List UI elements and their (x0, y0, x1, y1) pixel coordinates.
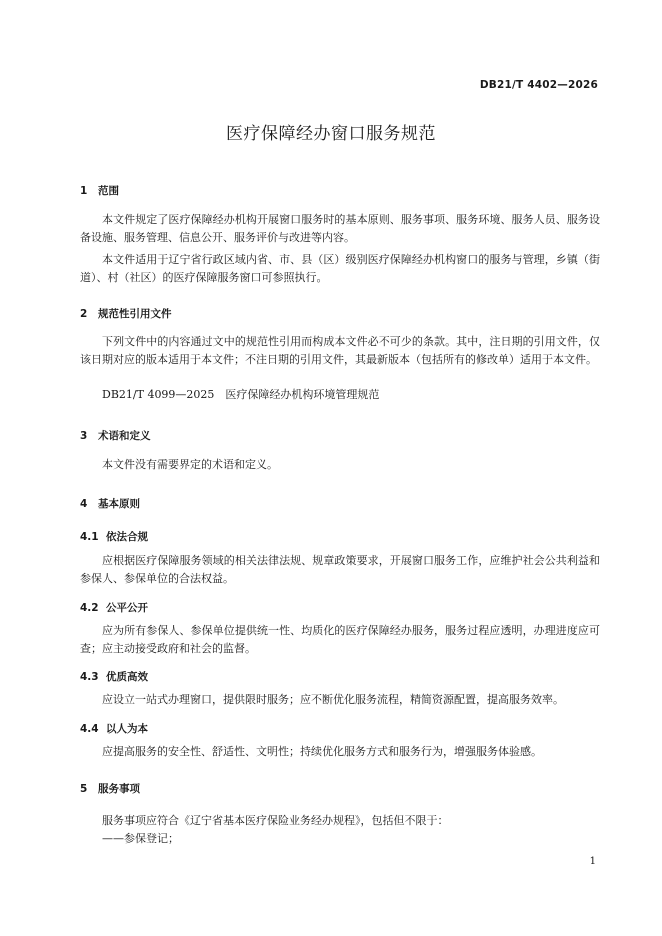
paragraph: 下列文件中的内容通过文中的规范性引用而构成本文件必不可少的条款。其中，注日期的引用文件，仅该日期对应的版本适用于本文件；不注日期的引用文件，其最新版本（包括所有的修改单）适用于本文件。 (80, 335, 600, 366)
section-heading-3 (80, 428, 151, 443)
paragraph: 应为所有参保人、参保单位提供统一性、均质化的医疗保障经办服务，服务过程应透明，办理进度应可查；应主动接受政府和社会的监督。 (80, 624, 600, 655)
section-heading-1 (80, 183, 119, 198)
section-title: 服务事项 (98, 783, 140, 795)
paragraph: 本文件没有需要界定的术语和定义。 (102, 458, 278, 471)
section-heading-5 (80, 781, 140, 796)
section-title: 基本原则 (98, 498, 140, 510)
section-title: 依法合规 (106, 531, 148, 543)
section-title: 范围 (98, 185, 119, 197)
subsection-heading-4-4 (80, 721, 148, 736)
subsection-heading-4-1 (80, 529, 148, 544)
standard-code: DB21/T 4402—2026 (479, 79, 598, 91)
section-title: 公平公开 (106, 602, 148, 614)
section-heading-2 (80, 306, 172, 321)
section-number: 4.2 (80, 602, 99, 614)
paragraph: 服务事项应符合《辽宁省基本医疗保险业务经办规程》，包括但不限于： (102, 814, 449, 827)
paragraph: 应提高服务的安全性、舒适性、文明性；持续优化服务方式和服务行为，增强服务体验感。 (102, 745, 542, 758)
section-number: 4.3 (80, 671, 99, 683)
document-title: 医疗保障经办窗口服务规范 (226, 124, 436, 144)
subsection-heading-4-2 (80, 600, 148, 615)
list-item: ——参保登记； (102, 832, 179, 845)
section-number: 4.4 (80, 723, 99, 735)
section-number: 4 (80, 498, 88, 510)
section-title: 优质高效 (106, 671, 148, 683)
section-number: 2 (80, 308, 88, 320)
paragraph: 应设立一站式办理窗口，提供限时服务；应不断优化服务流程，精简资源配置，提高服务效率。 (102, 693, 564, 706)
section-heading-4 (80, 496, 140, 511)
section-number: 1 (80, 185, 88, 197)
section-title: 术语和定义 (98, 430, 151, 442)
paragraph: 应根据医疗保障服务领域的相关法律法规、规章政策要求，开展窗口服务工作，应维护社会公共利益和参保人、参保单位的合法权益。 (80, 554, 600, 585)
page-number: 1 (589, 856, 596, 867)
section-number: 3 (80, 430, 88, 442)
section-title: 以人为本 (106, 723, 148, 735)
section-title: 规范性引用文件 (98, 308, 172, 320)
section-number: 5 (80, 783, 88, 795)
section-number: 4.1 (80, 531, 99, 543)
paragraph: 本文件规定了医疗保障经办机构开展窗口服务时的基本原则、服务事项、服务环境、服务人员、服务设备设施、服务管理、信息公开、服务评价与改进等内容。 (80, 213, 600, 244)
subsection-heading-4-3 (80, 669, 148, 684)
normative-reference: DB21/T 4099—2025 医疗保障经办机构环境管理规范 (102, 388, 380, 401)
paragraph: 本文件适用于辽宁省行政区域内省、市、县（区）级别医疗保障经办机构窗口的服务与管理，乡镇（街道）、村（社区）的医疗保障服务窗口可参照执行。 (80, 253, 600, 284)
